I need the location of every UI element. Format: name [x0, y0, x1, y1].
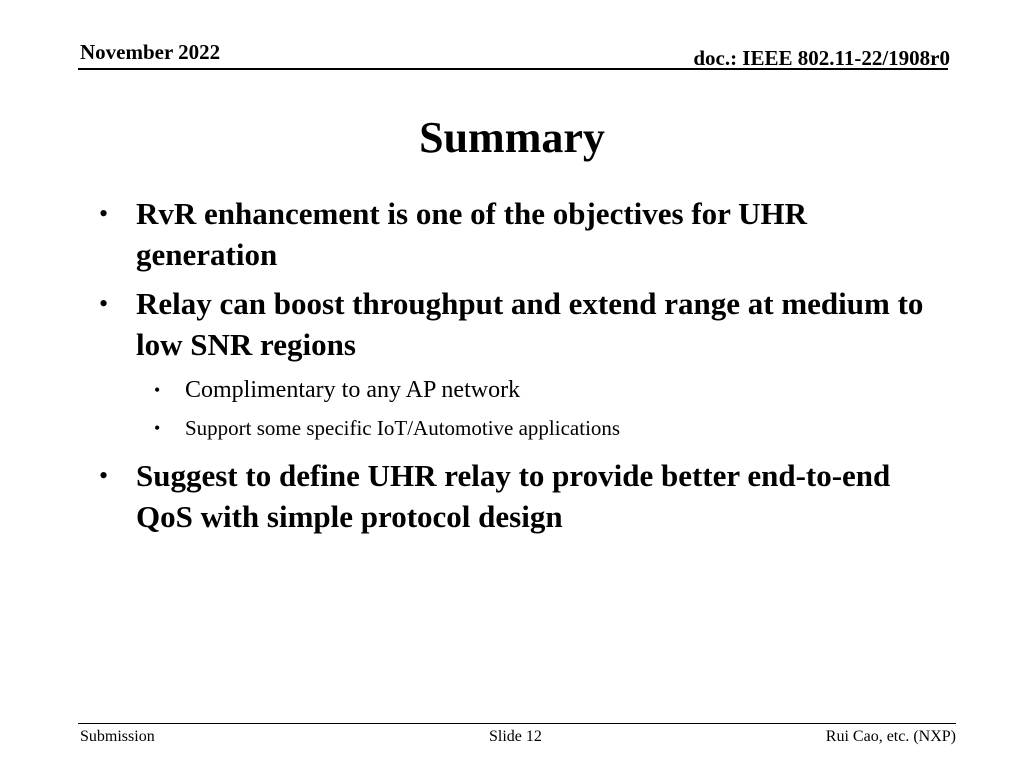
footer-submission: Submission	[80, 728, 155, 745]
sub-bullet-item	[135, 371, 927, 409]
footer-slide-number: Slide 12	[489, 728, 542, 745]
header-doc-id: doc.: IEEE 802.11-22/1908r0	[693, 46, 950, 70]
footer-author: Rui Cao, etc. (NXP)	[825, 728, 956, 745]
sub-bullet-text: Complimentary to any AP network	[185, 377, 521, 403]
bullet-icon: •	[99, 461, 109, 490]
bullet-text: Relay can boost throughput and extend range at medium to low SNR regions	[136, 286, 924, 362]
sub-bullet-icon: •	[154, 418, 161, 438]
bullet-item	[97, 193, 927, 275]
slide-title: Summary	[419, 113, 605, 162]
bullet-item	[97, 283, 927, 447]
bullet-icon: •	[99, 289, 109, 318]
bullet-text: Suggest to define UHR relay to provide better end-to-end QoS with simple protocol design	[136, 458, 891, 534]
sub-bullet-icon: •	[154, 380, 161, 400]
bullet-text: RvR enhancement is one of the objectives for UHR generation	[136, 196, 807, 272]
bullet-list	[97, 193, 927, 545]
header-divider	[78, 68, 948, 70]
sub-bullet-text: Support some specific IoT/Automotive applications	[185, 416, 621, 440]
bullet-icon: •	[99, 199, 109, 228]
sub-bullet-item	[135, 409, 927, 447]
header-date: November 2022	[80, 40, 221, 64]
footer-divider	[78, 723, 956, 724]
bullet-item	[97, 455, 927, 537]
sub-bullet-list	[136, 371, 927, 447]
